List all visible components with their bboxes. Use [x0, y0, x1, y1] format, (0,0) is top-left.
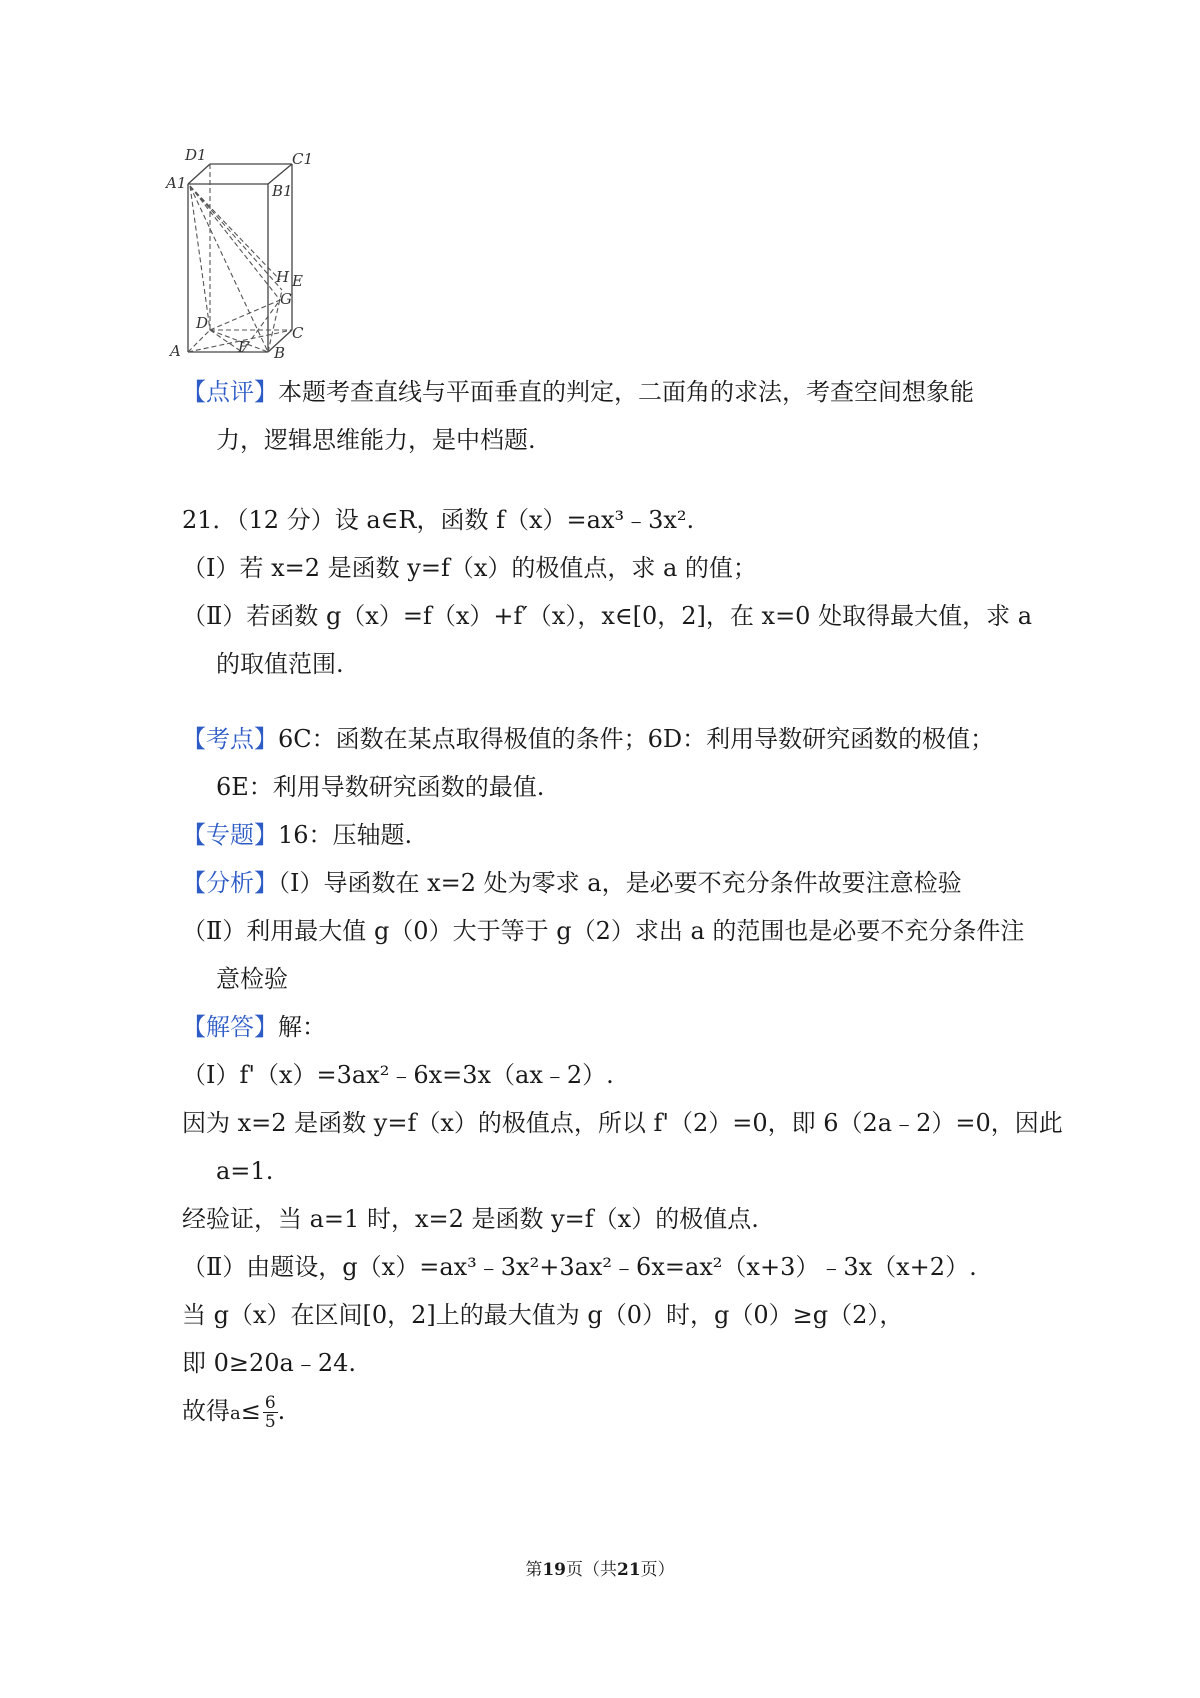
- fenxi-text-3: 意检验: [216, 965, 288, 993]
- label-H: H: [276, 268, 290, 286]
- solution-step-5: （Ⅱ）由题设，g（x）=ax³﹣3x²+3ax²﹣6x=ax²（x+3）﹣3x（x+2）.: [182, 1253, 977, 1281]
- solution-step-8: [182, 1387, 1042, 1438]
- zhuanti-text: 16：压轴题.: [278, 821, 413, 849]
- problem-part-1: （Ⅰ）若 x=2 是函数 y=f（x）的极值点，求 a 的值；: [182, 554, 757, 582]
- review-section: [182, 368, 1042, 464]
- fenxi-tag: 【分析】: [182, 869, 278, 897]
- conclusion-fraction: [263, 1394, 278, 1431]
- problem-section: [182, 496, 1042, 688]
- label-F: F: [238, 338, 249, 356]
- label-D: D: [196, 314, 209, 332]
- jieda-text: 解：: [278, 1013, 326, 1041]
- solution-step-7: 即 0≥20a﹣24.: [182, 1349, 357, 1377]
- footer-mid: 页（共: [566, 1560, 617, 1580]
- fenxi-line-1: [182, 859, 1042, 907]
- solution-step-2: 因为 x=2 是函数 y=f（x）的极值点，所以 f'（2）=0，即 6（2a﹣2）=0，因此: [182, 1109, 1063, 1137]
- footer-page-number: 19: [542, 1560, 566, 1580]
- problem-part-2b: 的取值范围.: [216, 650, 344, 678]
- kaodian-tag: 【考点】: [182, 725, 278, 753]
- review-text-1: 本题考查直线与平面垂直的判定，二面角的求法，考查空间想象能: [278, 378, 974, 406]
- label-B: B: [274, 344, 286, 362]
- fraction-numerator: 6: [264, 1393, 276, 1413]
- problem-part-2a: （Ⅱ）若函数 g（x）=f（x）+f′（x），x∈[0，2]，在 x=0 处取得最大值，求 a: [182, 602, 1033, 630]
- kaodian-section: [182, 715, 1063, 1438]
- conclusion-prefix: 故得: [182, 1397, 230, 1425]
- label-B1: B1: [272, 182, 293, 200]
- solution-step-3: a=1.: [216, 1157, 274, 1185]
- fenxi-text-1: （Ⅰ）导函数在 x=2 处为零求 a，是必要不充分条件故要注意检验: [278, 869, 962, 897]
- kaodian-text-1: 6C：函数在某点取得极值的条件；6D：利用导数研究函数的极值；: [278, 725, 995, 753]
- label-E: E: [292, 272, 303, 290]
- label-D1: D1: [185, 146, 207, 164]
- review-line-1: [182, 368, 1042, 416]
- label-C1: C1: [292, 150, 314, 168]
- solution-step-1: （Ⅰ）f'（x）=3ax²﹣6x=3x（ax﹣2）.: [182, 1061, 614, 1089]
- review-text-2: 力，逻辑思维能力，是中档题.: [216, 426, 536, 454]
- label-A: A: [170, 342, 181, 360]
- zhuanti-tag: 【专题】: [182, 821, 278, 849]
- fenxi-text-2: （Ⅱ）利用最大值 g（0）大于等于 g（2）求出 a 的范围也是必要不充分条件注: [182, 917, 1025, 945]
- kaodian-line-1: [182, 715, 1042, 763]
- solution-step-6: 当 g（x）在区间[0，2]上的最大值为 g（0）时，g（0）≥g（2），: [182, 1301, 904, 1329]
- page-footer: [0, 1555, 1200, 1580]
- footer-pre: 第: [525, 1560, 543, 1580]
- conclusion-var: a: [230, 1403, 241, 1424]
- label-A1: A1: [166, 174, 187, 192]
- review-tag: 【点评】: [182, 378, 278, 406]
- jieda-line: [182, 1003, 1042, 1051]
- problem-statement: 21．（12 分）设 a∈R，函数 f（x）=ax³﹣3x².: [182, 506, 695, 534]
- solution-step-4: 经验证，当 a=1 时，x=2 是函数 y=f（x）的极值点.: [182, 1205, 759, 1233]
- zhuanti-line: [182, 811, 1042, 859]
- kaodian-text-2: 6E：利用导数研究函数的最值.: [216, 773, 545, 801]
- prism-figure: [166, 146, 350, 392]
- conclusion-le: ≤: [240, 1397, 261, 1425]
- prism-diagram: [166, 146, 350, 392]
- conclusion-suffix: .: [277, 1397, 286, 1425]
- jieda-tag: 【解答】: [182, 1013, 278, 1041]
- footer-total-pages: 21: [617, 1560, 641, 1580]
- label-C: C: [292, 324, 304, 342]
- fraction-denominator: 5: [264, 1412, 276, 1432]
- footer-post: 页）: [640, 1560, 675, 1580]
- label-G: G: [280, 290, 292, 308]
